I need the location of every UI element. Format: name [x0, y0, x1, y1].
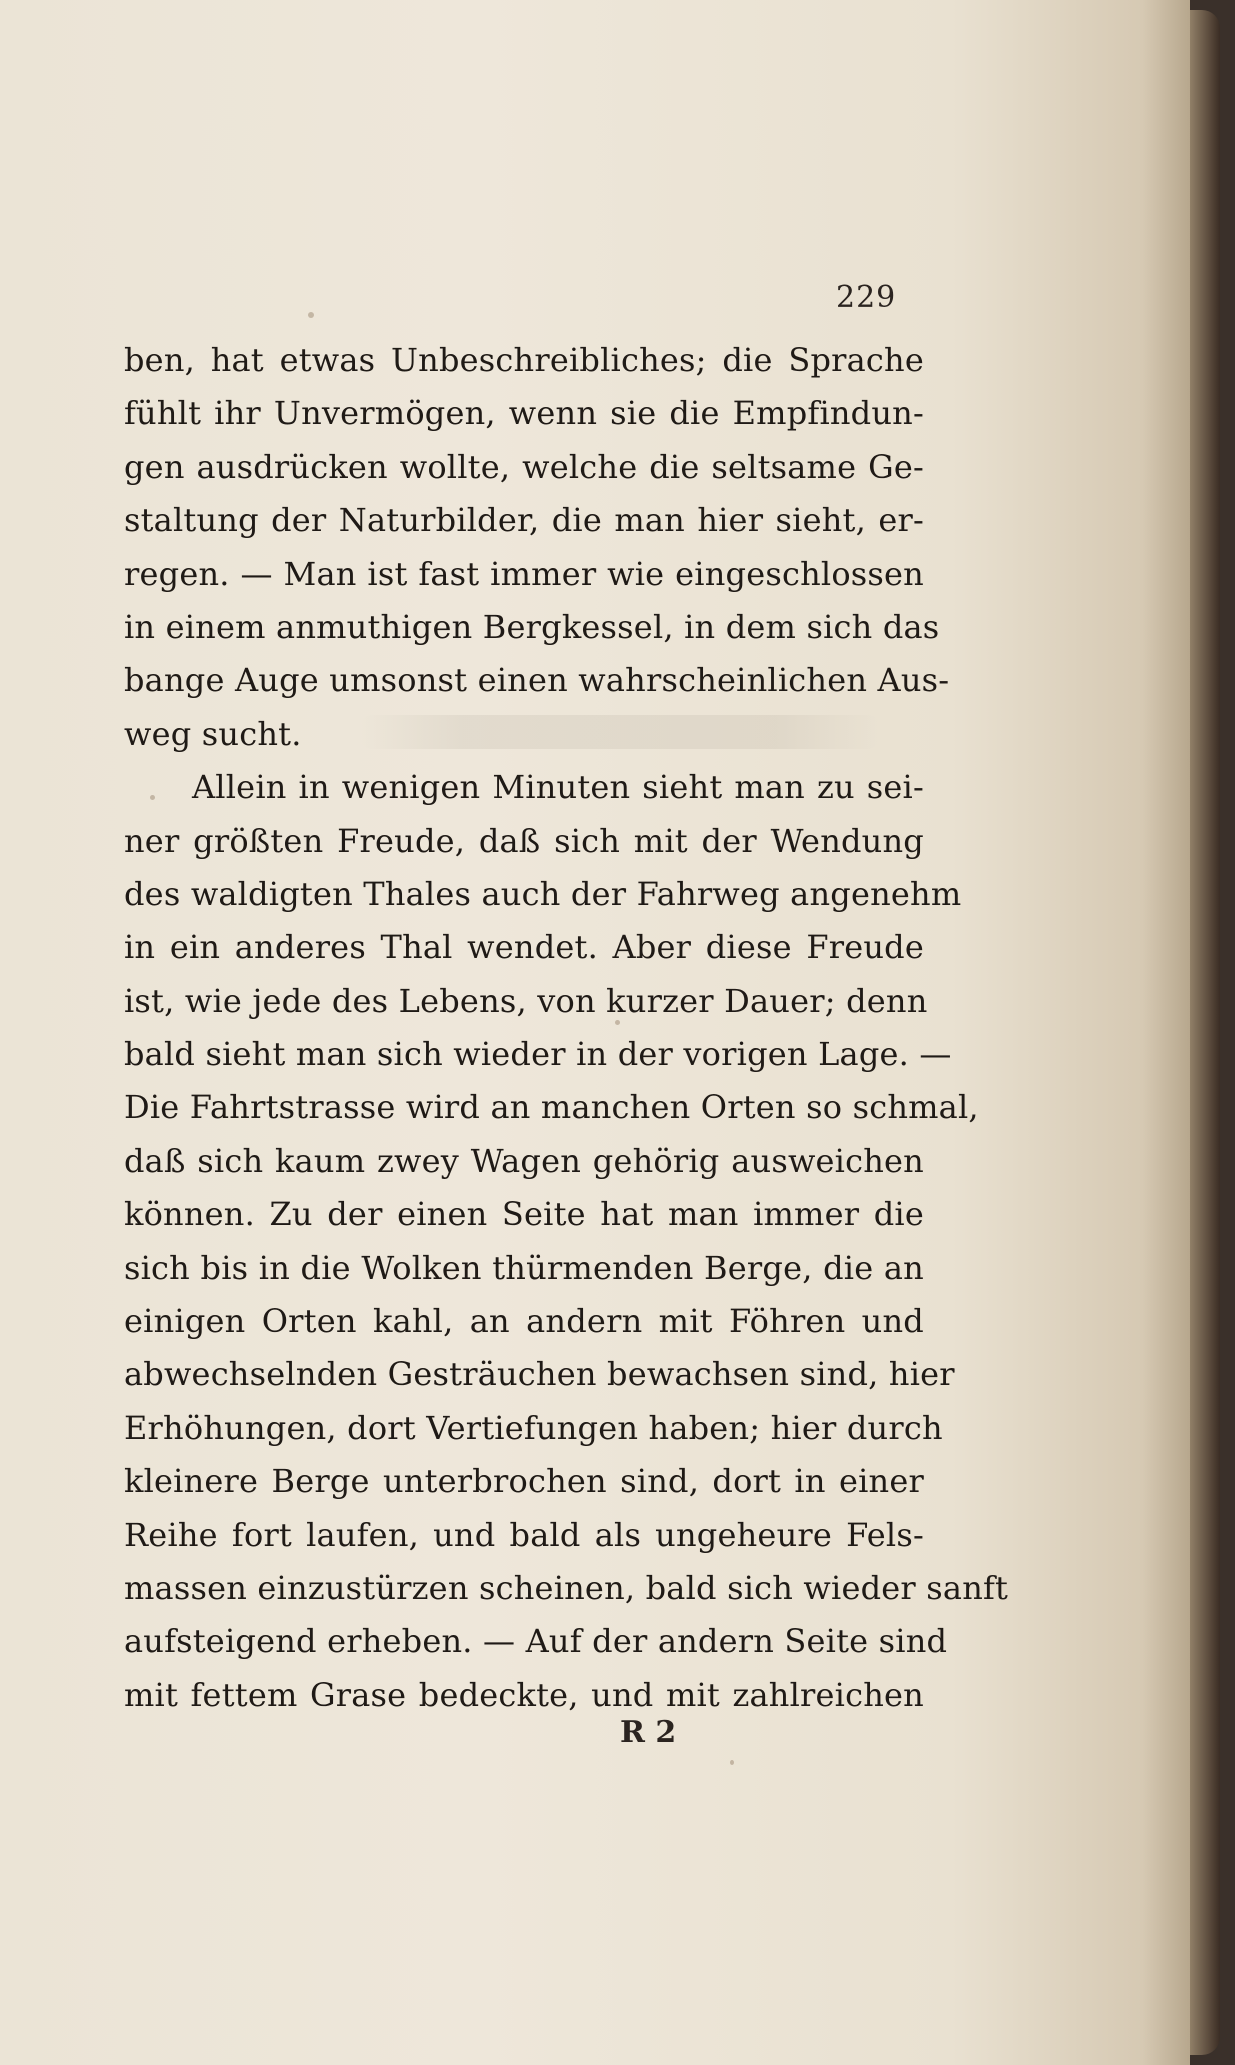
text-line: sich bis in die Wolken thürmenden Berge, die an [124, 1248, 924, 1287]
text-line: ner größten Freude, daß sich mit der Wendung [124, 821, 924, 860]
text-line: Die Fahrtstrasse wird an manchen Orten so schmal, [124, 1088, 979, 1127]
text-line-paragraph-start: Allein in wenigen Minuten sieht man zu sei- [192, 768, 924, 807]
body-text [124, 334, 1009, 1722]
text-line: ben, hat etwas Unbeschreibliches; die Sprache [124, 341, 924, 379]
text-line: können. Zu der einen Seite hat man immer die [124, 1195, 924, 1234]
text-line: ist, wie jede des Lebens, von kurzer Dauer; denn [124, 981, 928, 1020]
text-line: aufsteigend erheben. — Auf der andern Seite sind [124, 1622, 948, 1661]
text-line: fühlt ihr Unvermögen, wenn sie die Empfindun- [124, 394, 924, 433]
text-line: bald sieht man sich wieder in der vorigen Lage. — [124, 1035, 952, 1074]
printer-signature-mark: R 2 [620, 1715, 677, 1750]
text-line: des waldigten Thales auch der Fahrweg angenehm [124, 874, 962, 913]
text-line: einigen Orten kahl, an andern mit Föhren und [124, 1302, 924, 1341]
page-number: 229 [836, 280, 897, 315]
text-line: staltung der Naturbilder, die man hier sieht, er- [124, 501, 924, 540]
paper-spot [730, 1760, 734, 1765]
text-line: bange Auge umsonst einen wahrscheinlichen Aus- [124, 661, 950, 700]
text-line: in einem anmuthigen Bergkessel, in dem sich das [124, 607, 940, 646]
text-line: Reihe fort laufen, und bald als ungeheure Fels- [124, 1515, 924, 1554]
text-line: massen einzustürzen scheinen, bald sich wieder sanft [124, 1568, 1009, 1607]
text-line: mit fettem Grase bedeckte, und mit zahlreichen [124, 1675, 924, 1714]
text-line: regen. — Man ist fast immer wie eingeschlossen [124, 554, 924, 593]
text-line: daß sich kaum zwey Wagen gehörig ausweichen [124, 1141, 924, 1180]
text-line: kleinere Berge unterbrochen sind, dort in einer [124, 1462, 924, 1501]
text-line: gen ausdrücken wollte, welche die seltsame Ge- [124, 447, 924, 486]
text-line: Erhöhungen, dort Vertiefungen haben; hier durch [124, 1408, 943, 1447]
paper-spot [308, 312, 314, 318]
text-line: weg sucht. [124, 714, 302, 753]
text-line: in ein anderes Thal wendet. Aber diese Freude [124, 928, 924, 967]
text-line: abwechselnden Gesträuchen bewachsen sind, hier [124, 1355, 955, 1394]
